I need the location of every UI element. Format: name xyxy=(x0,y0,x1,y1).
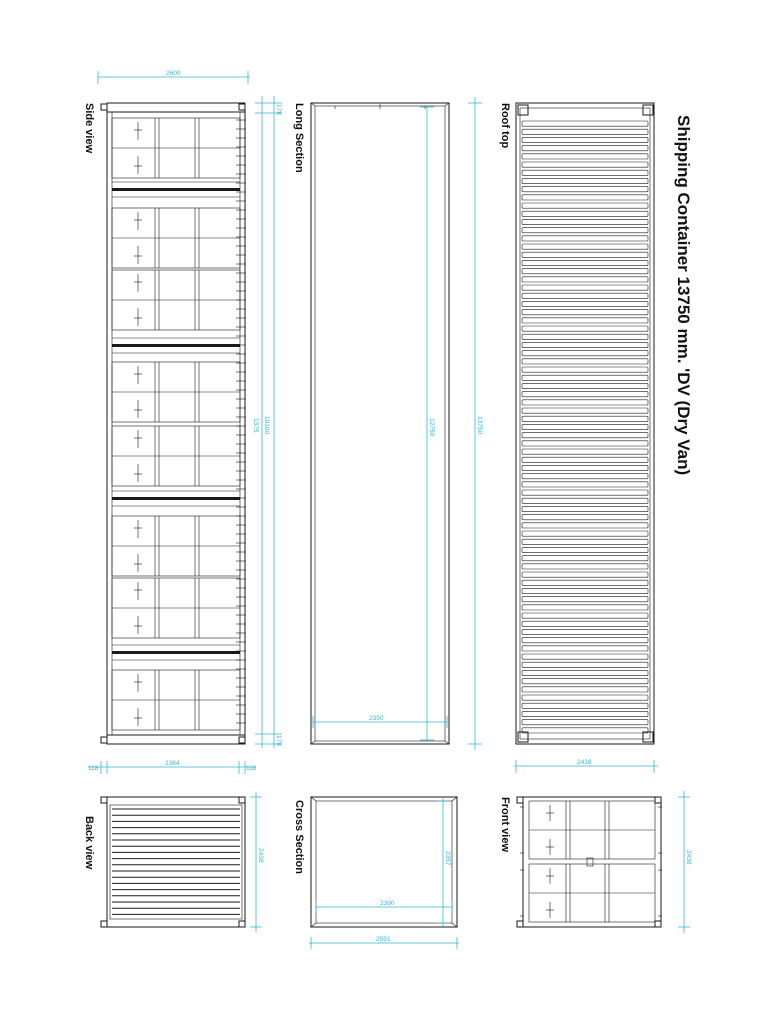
roof-rib xyxy=(522,260,648,265)
roof-rib xyxy=(522,547,648,552)
roof-rib xyxy=(522,482,648,487)
roof-rib xyxy=(522,342,648,347)
roof-rib xyxy=(522,400,648,405)
roof-rib xyxy=(522,146,648,151)
roof-rib xyxy=(522,728,648,733)
roof-rib xyxy=(522,441,648,446)
roof-rib xyxy=(522,121,648,126)
roof-rib xyxy=(522,711,648,716)
front-door-panels xyxy=(520,801,662,922)
roof-rib xyxy=(522,506,648,511)
roof-rib xyxy=(522,187,648,192)
roof-rib xyxy=(522,433,648,438)
roof-rib xyxy=(522,687,648,692)
cross-bar xyxy=(112,344,240,347)
roof-rib xyxy=(522,523,648,528)
cross-inner-value: 2390 xyxy=(380,900,395,907)
roof-rib xyxy=(522,695,648,700)
roof-rib xyxy=(522,720,648,725)
roof-rib xyxy=(522,269,648,274)
roof-rib xyxy=(522,203,648,208)
roof-rib xyxy=(522,219,648,224)
long-section xyxy=(293,103,449,744)
roof-rib xyxy=(522,293,648,298)
roof-rib xyxy=(522,236,648,241)
roof-length-value: 13750 xyxy=(476,416,483,435)
roof-rib xyxy=(522,301,648,306)
roof-rib xyxy=(522,474,648,479)
roof-rib xyxy=(522,277,648,282)
roof-rib xyxy=(522,515,648,520)
roof-rib xyxy=(522,613,648,618)
roof-rib xyxy=(522,556,648,561)
long-length-value: 12750 xyxy=(428,418,435,437)
roof-rib xyxy=(522,449,648,454)
roof-rib xyxy=(522,621,648,626)
roof-rib xyxy=(522,375,648,380)
roof-rib xyxy=(522,195,648,200)
cross-bar xyxy=(112,497,240,500)
roof-rib xyxy=(522,703,648,708)
cross-section xyxy=(293,797,459,949)
roof-rib xyxy=(522,679,648,684)
roof-rib xyxy=(522,162,648,167)
roof-rib xyxy=(522,334,648,339)
roof-rib xyxy=(522,670,648,675)
roof-length-dimension xyxy=(468,97,483,750)
roof-rib xyxy=(522,490,648,495)
front-height-value: 2438 xyxy=(685,850,692,865)
long-width-value: 2350 xyxy=(369,715,384,722)
roof-rib xyxy=(522,351,648,356)
cross-bar xyxy=(112,651,240,654)
roof-rib xyxy=(522,285,648,290)
roof-rib xyxy=(522,457,648,462)
roof-rib xyxy=(522,654,648,659)
roof-rib xyxy=(522,129,648,134)
roof-rib xyxy=(522,154,648,159)
sheet-title: Shipping Container 13750 mm. 'DV (Dry Van) xyxy=(674,115,693,476)
roof-rib xyxy=(522,137,648,142)
side-width-value: 2600 xyxy=(166,70,181,77)
back-corrugations xyxy=(112,809,240,914)
roof-rib xyxy=(522,367,648,372)
roof-rib xyxy=(522,318,648,323)
back-left-value: 118 xyxy=(88,765,99,772)
roof-rib xyxy=(522,646,648,651)
roof-rib xyxy=(522,638,648,643)
roof-rib xyxy=(522,228,648,233)
roof-rib xyxy=(522,498,648,503)
roof-rib xyxy=(522,408,648,413)
side-view-outline xyxy=(107,103,245,744)
side-cross-bars xyxy=(112,182,240,660)
roof-rib xyxy=(522,178,648,183)
back-view xyxy=(83,760,264,932)
front-view xyxy=(499,791,692,933)
side-total-value: 10100 xyxy=(263,416,270,435)
cross-section-label: Cross Section xyxy=(293,800,305,874)
roof-rib xyxy=(522,244,648,249)
roof-rib xyxy=(522,564,648,569)
long-section-label: Long Section xyxy=(293,103,305,173)
roof-top-label: Roof top xyxy=(499,103,511,149)
roof-rib xyxy=(522,465,648,470)
front-view-outline xyxy=(523,797,661,927)
back-view-label: Back view xyxy=(83,816,95,870)
cross-bar xyxy=(112,188,240,191)
back-width-value: 2364 xyxy=(165,760,180,767)
side-view xyxy=(83,70,282,748)
roof-rib xyxy=(522,310,648,315)
back-height-value: 2438 xyxy=(257,848,264,863)
roof-rib xyxy=(522,383,648,388)
roof-rib xyxy=(522,597,648,602)
side-bottom-value: 178 xyxy=(275,735,282,746)
roof-width-value: 2438 xyxy=(577,759,592,766)
roof-corrugations xyxy=(522,121,648,733)
roof-rib xyxy=(522,252,648,257)
roof-rib xyxy=(522,424,648,429)
roof-rib xyxy=(522,539,648,544)
roof-rib xyxy=(522,359,648,364)
back-view-outline xyxy=(107,797,245,927)
roof-rib xyxy=(522,392,648,397)
roof-rib xyxy=(522,629,648,634)
side-top-value: 178 xyxy=(275,104,282,115)
cross-height-value: 2357 xyxy=(444,851,451,866)
roof-rib xyxy=(522,326,648,331)
roof-rib xyxy=(522,211,648,216)
front-view-label: Front view xyxy=(499,797,511,853)
cross-outer-value: 2591 xyxy=(376,936,391,943)
roof-rib xyxy=(522,572,648,577)
side-inner-value: 1375 xyxy=(252,418,259,433)
side-view-label: Side view xyxy=(83,103,95,154)
roof-top-outline xyxy=(516,103,654,744)
side-door-panels xyxy=(112,118,240,730)
roof-rib xyxy=(522,416,648,421)
roof-rib xyxy=(522,170,648,175)
roof-rib xyxy=(522,531,648,536)
roof-rib xyxy=(522,580,648,585)
roof-rib xyxy=(522,662,648,667)
cross-section-outline xyxy=(311,797,457,927)
roof-rib xyxy=(522,588,648,593)
roof-rib xyxy=(522,605,648,610)
back-right-value: 118 xyxy=(246,765,257,772)
roof-top xyxy=(499,103,658,773)
